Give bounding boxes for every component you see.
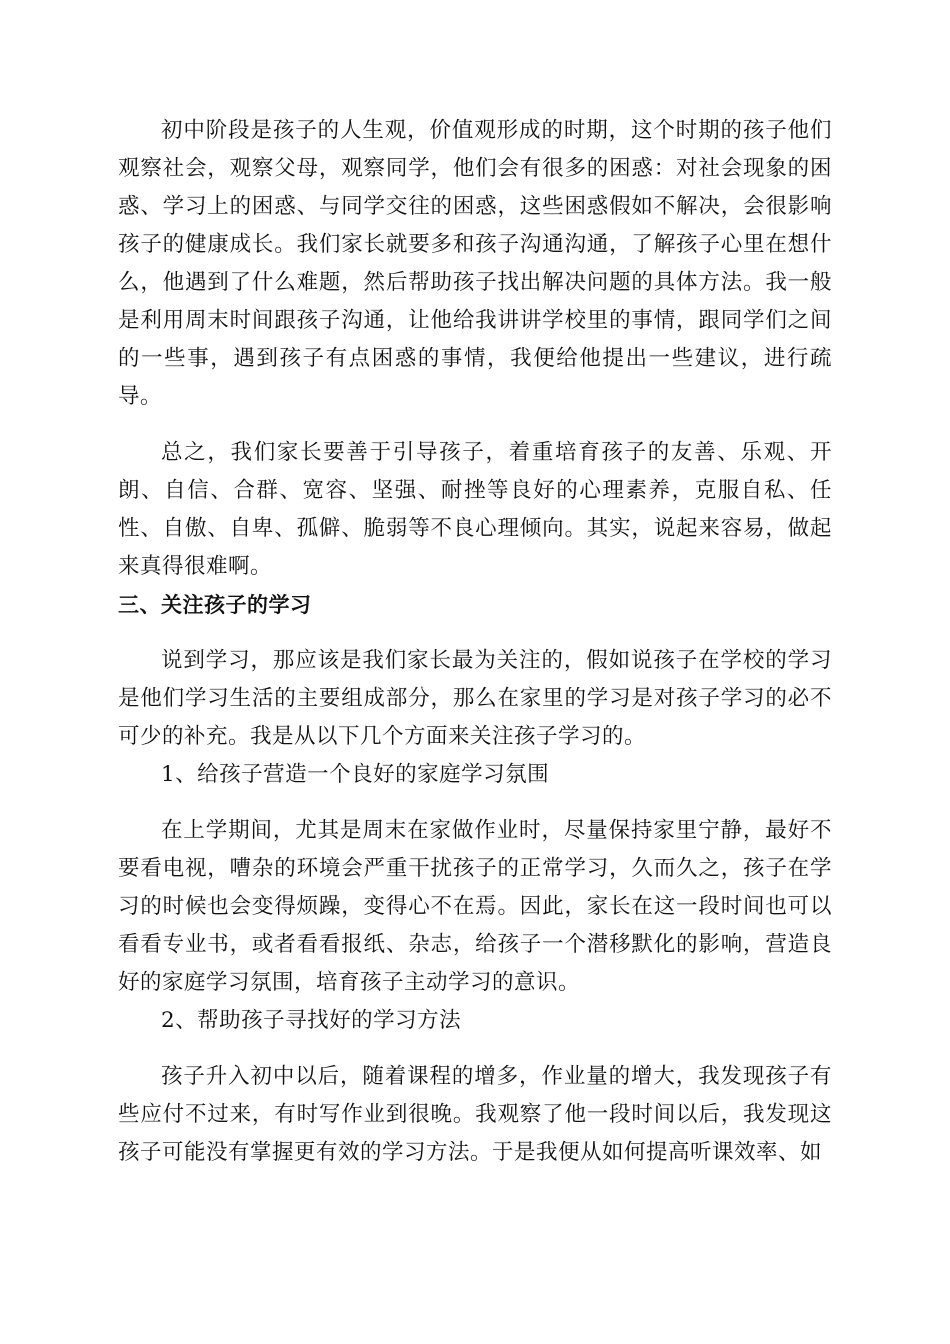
paragraph-study-methods: 孩子升入初中以后，随着课程的增多，作业量的增大，我发现孩子有些应付不过来，有时写作业到很晚。我观察了他一段时间以后，我发现这孩子可能没有掌握更有效的学习方法。于是我便从如何提高听课效率、如 xyxy=(118,1064,832,1165)
paragraph-summary: 总之，我们家长要善于引导孩子，着重培育孩子的友善、乐观、开朗、自信、合群、宽容、坚强、耐挫等良好的心理素养，克服自私、任性、自傲、自卑、孤僻、脆弱等不良心理倾向。其实，说起来容易，做起来真得很难啊。 xyxy=(118,440,832,579)
paragraph-communication: 初中阶段是孩子的人生观，价值观形成的时期，这个时期的孩子他们观察社会，观察父母，观察同学，他们会有很多的困惑：对社会现象的困惑、学习上的困惑、与同学交往的困惑，这些困惑假如不解决，会很影响孩子的健康成长。我们家长就要多和孩子沟通沟通，了解孩子心里在想什么，他遇到了什么难题，然后帮助孩子找出解决问题的具体方法。我一般是利用周末时间跟孩子沟通，让他给我讲讲学校里的事情，跟同学们之间的一些事，遇到孩子有点困惑的事情，我便给他提出一些建议，进行疏导。 xyxy=(118,118,832,409)
paragraph-learning-intro: 说到学习，那应该是我们家长最为关注的，假如说孩子在学校的学习是他们学习生活的主要组成部分，那么在家里的学习是对孩子学习的必不可少的补充。我是从以下几个方面来关注孩子学习的。 xyxy=(118,648,832,749)
document-page xyxy=(118,112,832,1172)
section-heading-learning: 三、关注孩子的学习 xyxy=(118,593,312,617)
subheading-study-atmosphere: 1、给孩子营造一个良好的家庭学习氛围 xyxy=(161,762,550,787)
subheading-study-methods: 2、帮助孩子寻找好的学习方法 xyxy=(161,1008,462,1033)
paragraph-study-atmosphere: 在上学期间，尤其是周末在家做作业时，尽量保持家里宁静，最好不要看电视，嘈杂的环境会严重干扰孩子的正常学习，久而久之，孩子在学习的时候也会变得烦躁，变得心不在焉。因此，家长在这一段时间也可以看看专业书，或者看看报纸、杂志，给孩子一个潜移默化的影响，营造良好的家庭学习氛围，培育孩子主动学习的意识。 xyxy=(118,818,832,995)
